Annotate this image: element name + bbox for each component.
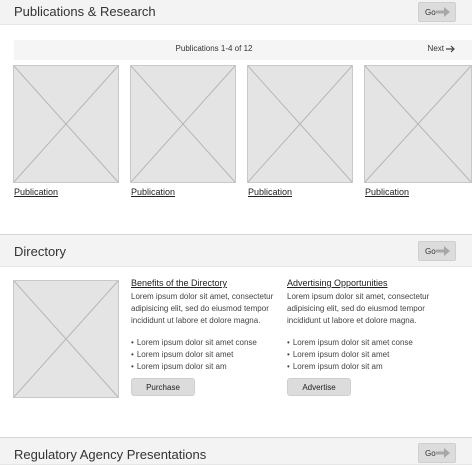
publication-thumbnail-3[interactable] xyxy=(247,65,353,183)
directory-title: Directory xyxy=(14,244,67,259)
publication-thumbnail-2[interactable] xyxy=(130,65,236,183)
regulatory-header xyxy=(0,437,472,465)
list-item: • Lorem ipsum dolor sit amet conse xyxy=(287,337,413,349)
regulatory-go-button[interactable] xyxy=(418,443,456,463)
publications-go-button[interactable] xyxy=(418,2,456,22)
publication-thumbnail-1[interactable] xyxy=(13,65,119,183)
go-label: Go xyxy=(425,448,436,458)
publications-pager xyxy=(14,40,472,60)
list-item: • Lorem ipsum dolor sit am xyxy=(131,361,257,373)
next-link[interactable] xyxy=(428,44,456,53)
list-item: • Lorem ipsum dolor sit amet conse xyxy=(131,337,257,349)
arrow-right-icon xyxy=(435,447,451,459)
directory-header xyxy=(0,234,472,267)
arrow-right-icon xyxy=(435,245,451,257)
image-placeholder-icon xyxy=(14,281,118,397)
advertising-title-link[interactable]: Advertising Opportunities xyxy=(287,278,388,288)
publications-title: Publications & Research xyxy=(14,4,156,19)
image-placeholder-icon xyxy=(131,66,235,182)
arrow-right-icon xyxy=(446,45,456,53)
directory-go-button[interactable] xyxy=(418,241,456,261)
advertising-bullet-list xyxy=(287,337,413,373)
list-item: • Lorem ipsum dolor sit am xyxy=(287,361,413,373)
publication-link-4[interactable]: Publication xyxy=(365,187,410,197)
go-label: Go xyxy=(425,7,436,17)
publication-link-1[interactable]: Publication xyxy=(14,187,59,197)
list-item: • Lorem ipsum dolor sit amet xyxy=(131,349,257,361)
benefits-body: Lorem ipsum dolor sit amet, consectetur adipisicing elit, sed do eiusmod tempor incididunt ut labore et dolore magna. xyxy=(131,292,274,325)
directory-image xyxy=(13,280,119,398)
list-item: • Lorem ipsum dolor sit amet xyxy=(287,349,413,361)
next-label: Next xyxy=(427,44,444,53)
publication-link-3[interactable]: Publication xyxy=(248,187,293,197)
image-placeholder-icon xyxy=(14,66,118,182)
publication-thumbnail-4[interactable] xyxy=(364,65,472,183)
regulatory-title: Regulatory Agency Presentations xyxy=(14,447,207,462)
advertise-button[interactable]: Advertise xyxy=(287,378,351,396)
benefits-bullet-list xyxy=(131,337,257,373)
image-placeholder-icon xyxy=(365,66,471,182)
advertising-body: Lorem ipsum dolor sit amet, consectetur adipisicing elit, sed do eiusmod tempor incididunt ut labore et dolore magna. xyxy=(287,292,430,325)
publications-header xyxy=(0,0,472,25)
publication-link-2[interactable]: Publication xyxy=(131,187,176,197)
benefits-title-link[interactable]: Benefits of the Directory xyxy=(131,278,228,288)
purchase-button[interactable]: Purchase xyxy=(131,378,195,396)
arrow-right-icon xyxy=(435,6,451,18)
go-label: Go xyxy=(425,246,436,256)
pager-count: Publications 1-4 of 12 xyxy=(175,44,253,53)
image-placeholder-icon xyxy=(248,66,352,182)
